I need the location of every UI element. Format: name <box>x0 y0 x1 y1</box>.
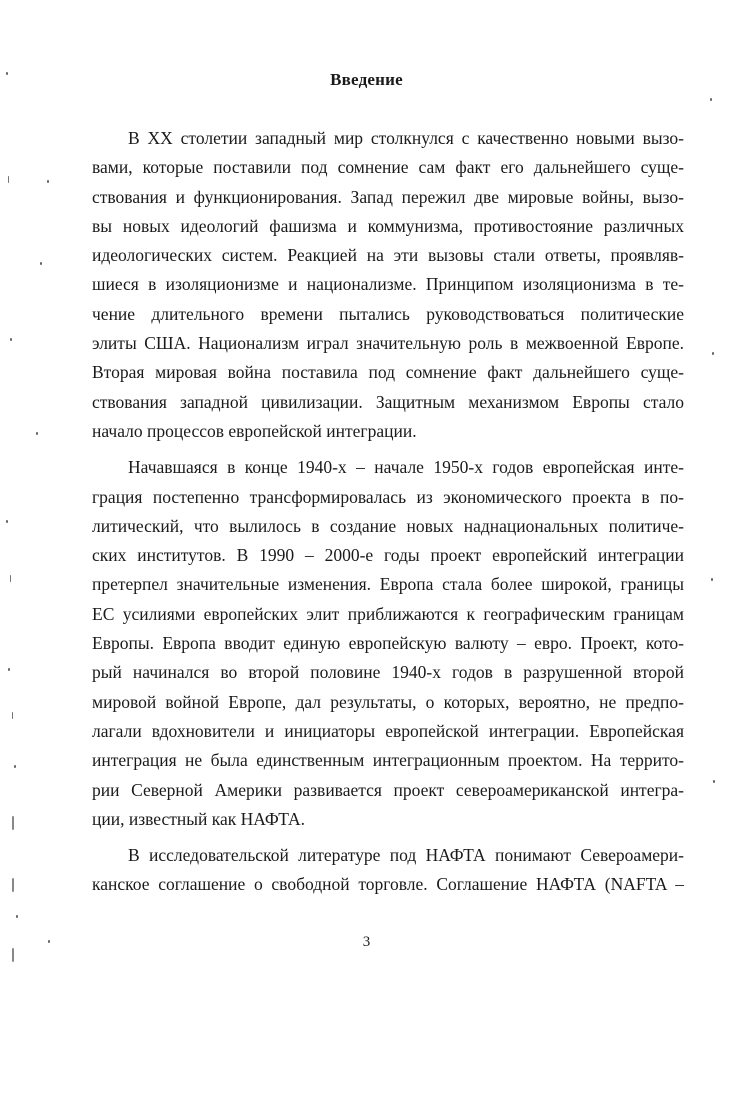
scan-speck <box>6 72 8 75</box>
text-line: Начавшаяся в конце 1940-х – начале 1950-х годов европейская инте- <box>128 457 684 478</box>
text-line: интеграция не была единственным интеграционным проектом. На террито- <box>92 750 684 771</box>
scan-speck <box>713 780 715 783</box>
text-line: ских институтов. В 1990 – 2000-е годы проект европейский интеграции <box>92 545 684 566</box>
scan-speck <box>12 712 13 719</box>
text-line: шиеся в изоляционизме и национализме. Принципом изоляционизма в те- <box>92 274 684 295</box>
body-text <box>92 124 684 900</box>
scan-speck <box>712 352 714 355</box>
scan-speck <box>48 940 50 943</box>
page-number: 3 <box>362 934 371 950</box>
paragraph-gap <box>92 834 684 841</box>
text-line: идеологических систем. Реакцией на эти вызовы стали ответы, проявляв- <box>92 245 684 266</box>
text-line: начало процессов европейской интеграции. <box>92 420 417 441</box>
scan-speck <box>711 578 713 581</box>
text-line: канское соглашение о свободной торговле. Соглашение НАФТА (NAFTA – <box>92 874 684 895</box>
paragraph-3 <box>92 841 684 900</box>
text-line: грация постепенно трансформировалась из экономического проекта в по- <box>92 486 684 507</box>
scan-speck <box>8 176 9 183</box>
text-line: ции, известный как НАФТА. <box>92 808 306 829</box>
scan-speck <box>10 575 11 582</box>
scan-speck <box>12 878 14 892</box>
scan-speck <box>10 338 12 341</box>
scan-speck <box>12 816 14 830</box>
text-line: В XX столетии западный мир столкнулся с качественно новыми вызо- <box>128 128 684 148</box>
scan-speck <box>14 765 16 768</box>
text-line: ствования западной цивилизации. Защитным механизмом Европы стало <box>92 391 684 412</box>
scan-speck <box>40 262 42 265</box>
text-line: рый начинался во второй половине 1940-х годов в разрушенной второй <box>92 662 684 683</box>
text-line: ЕС усилиями европейских элит приближаются к географическим границам <box>92 603 684 624</box>
scan-speck <box>8 668 10 671</box>
text-line: ствования и функционирования. Запад пережил две мировые войны, вызо- <box>92 186 684 207</box>
section-heading: Введение <box>330 70 403 89</box>
text-line: чение длительного времени пытались руководствоваться политические <box>92 303 684 324</box>
scan-speck <box>6 520 8 523</box>
text-line: рии Северной Америки развивается проект североамериканской интегра- <box>92 779 684 800</box>
scan-speck <box>47 180 49 183</box>
text-line: претерпел значительные изменения. Европа стала более широкой, границы <box>92 574 684 595</box>
text-line: вы новых идеологий фашизма и коммунизма, противостояние различных <box>92 215 684 236</box>
text-line: В исследовательской литературе под НАФТА понимают Североамери- <box>128 845 684 866</box>
scan-speck <box>12 948 14 962</box>
paragraph-2 <box>92 453 684 834</box>
text-line: мировой войной Европе, дал результаты, о которых, вероятно, не предпо- <box>92 691 684 712</box>
scan-speck <box>16 915 18 918</box>
scan-speck <box>710 98 712 101</box>
text-line: Вторая мировая война поставила под сомнение факт дальнейшего суще- <box>92 362 684 383</box>
text-line: элиты США. Национализм играл значительную роль в межвоенной Европе. <box>92 333 684 354</box>
paragraph-1 <box>92 124 684 446</box>
text-line: Европы. Европа вводит единую европейскую валюту – евро. Проект, кото- <box>92 633 684 654</box>
scan-speck <box>36 432 38 435</box>
paragraph-gap <box>92 446 684 453</box>
text-line: вами, которые поставили под сомнение сам факт его дальнейшего суще- <box>92 157 684 178</box>
text-line: литический, что вылилось в создание новых наднациональных политиче- <box>92 515 684 536</box>
text-line: лагали вдохновители и инициаторы европейской интеграции. Европейская <box>92 720 684 741</box>
